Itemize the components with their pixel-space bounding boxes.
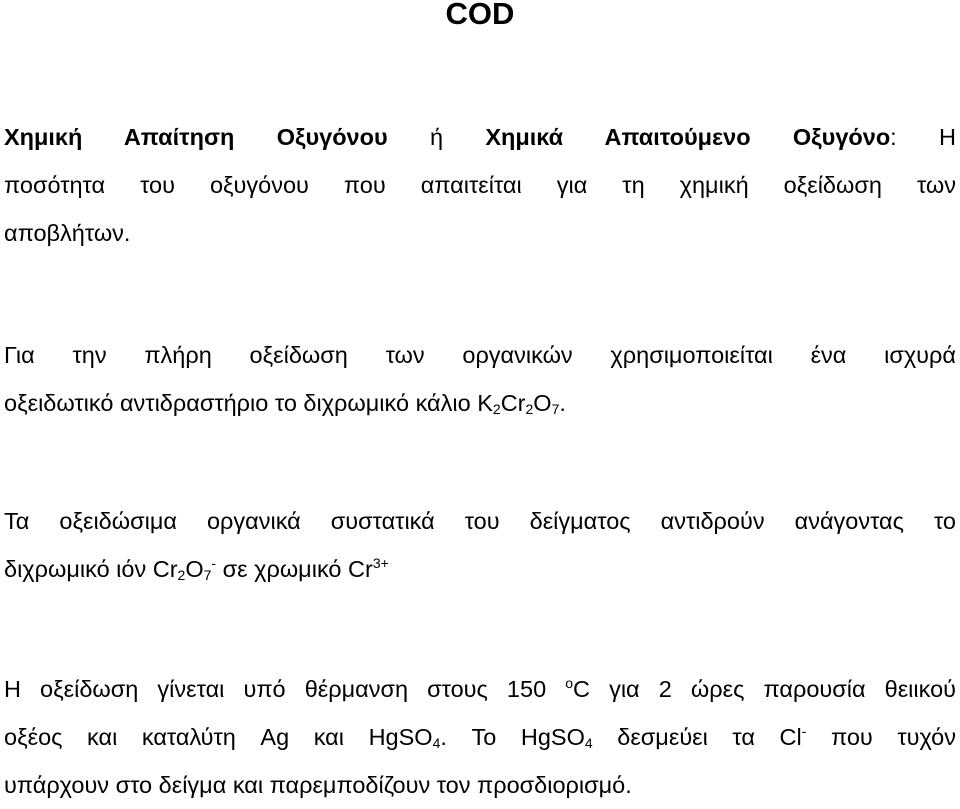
formula-subscript: 2 (492, 401, 501, 417)
term-chemically-required-oxygen: Χημικά Απαιτούμενο Οξυγόνο (485, 124, 891, 150)
conditions-text: δεσμεύει τα (592, 724, 780, 750)
conditions-paragraph (4, 665, 956, 809)
definition-line-1 (4, 113, 956, 161)
formula-subscript: 4 (584, 735, 593, 751)
reaction-line-1: Τα οξειδώσιμα οργανικά συστατικά του δείγματος αντιδρούν ανάγοντας το (4, 508, 956, 534)
oxidant-line-2 (4, 390, 566, 416)
term-separator: ή (387, 124, 486, 150)
reaction-paragraph (4, 497, 956, 593)
definition-start: : Η (890, 124, 956, 150)
formula-subscript: 7 (551, 401, 560, 417)
sentence-end: . (559, 390, 566, 416)
chromium-ion-formula (348, 556, 389, 582)
degree-symbol: o (565, 675, 574, 691)
conditions-text: C για 2 ώρες παρουσία θειικού (573, 676, 957, 702)
oxidant-text: οξειδωτικό αντιδραστήριο το διχρωμικό κάλιο (4, 390, 478, 416)
document-title: COD (445, 0, 515, 31)
reaction-line-2 (4, 556, 389, 582)
formula-element: O (533, 390, 552, 416)
definition-line-2: ποσότητα του οξυγόνου που απαιτείται για τη χημική οξείδωση των (4, 172, 956, 198)
potassium-dichromate-formula (477, 390, 559, 416)
formula-element: HgSO (368, 724, 433, 750)
ion-charge: 3+ (372, 555, 389, 571)
oxidant-paragraph (4, 331, 956, 427)
mercury-sulfate-formula (369, 724, 441, 750)
formula-element: Cl (779, 724, 802, 750)
ion-charge: - (211, 555, 217, 571)
conditions-text: οξέος και καταλύτη Ag και (4, 724, 369, 750)
definition-paragraph (4, 113, 956, 257)
conditions-line-2 (4, 713, 956, 761)
conditions-text: που τυχόν (806, 724, 956, 750)
formula-subscript: 4 (432, 735, 441, 751)
formula-element: Cr (348, 556, 373, 582)
reaction-text: διχρωμικό ιόν (4, 556, 153, 582)
conditions-line-3: υπάρχουν στο δείγμα και παρεμποδίζουν τον προσδιορισμό. (4, 772, 632, 798)
formula-element: Cr (500, 390, 526, 416)
formula-subscript: 2 (177, 567, 186, 583)
mercury-sulfate-formula (521, 724, 593, 750)
chloride-ion-formula (780, 724, 807, 750)
ion-charge: - (801, 723, 807, 739)
conditions-text: Η οξείδωση γίνεται υπό θέρμανση στους 150 (4, 676, 566, 702)
conditions-text: . Το (440, 724, 521, 750)
reaction-text: σε χρωμικό (216, 556, 349, 582)
formula-subscript: 7 (203, 567, 212, 583)
formula-element: K (477, 390, 493, 416)
oxidant-line-1: Για την πλήρη οξείδωση των οργανικών χρησιμοποιείται ένα ισχυρά (4, 342, 956, 368)
formula-element: HgSO (520, 724, 585, 750)
dichromate-ion-formula (153, 556, 216, 582)
conditions-line-1 (4, 665, 956, 713)
term-chemical-oxygen-demand: Χημική Απαίτηση Οξυγόνου (4, 124, 388, 150)
formula-element: O (185, 556, 204, 582)
formula-subscript: 2 (525, 401, 534, 417)
formula-element: Cr (152, 556, 178, 582)
definition-line-3: αποβλήτων. (4, 220, 131, 246)
